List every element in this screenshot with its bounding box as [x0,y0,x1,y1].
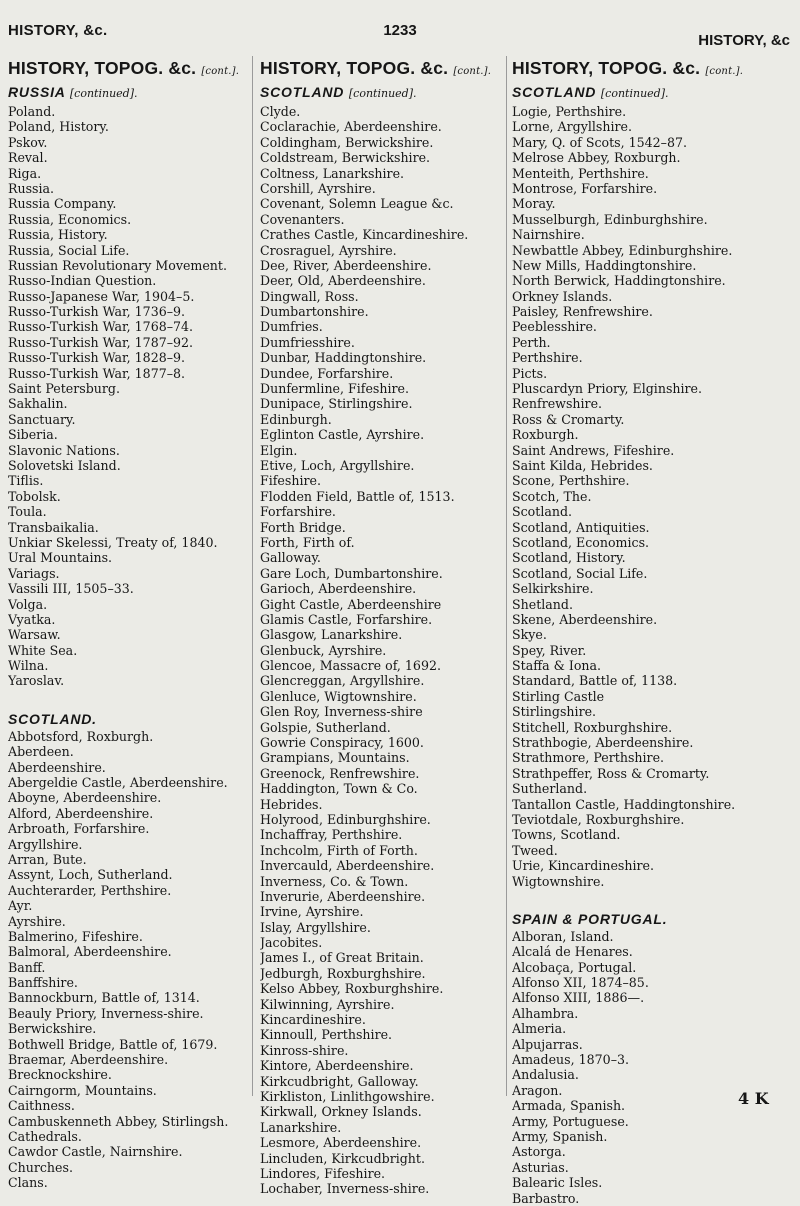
index-entry: Paisley, Renfrewshire. [512,304,653,320]
index-entry: Amadeus, 1870–3. [512,1052,630,1068]
index-entry: Balmerino, Fifeshire. [8,928,143,944]
index-entry: Menteith, Perthshire. [512,165,649,181]
index-entry: Lochaber, Inverness-shire. [260,1181,430,1197]
index-entry: Vassili III, 1505–33. [8,581,134,597]
index-entry: Sakhalin. [8,396,68,412]
index-entry: Aragon. [512,1082,563,1098]
index-entry: Russia Company. [8,196,117,212]
index-entry: Banff. [8,959,46,975]
index-entry: Inverness, Co. & Town. [260,873,409,889]
index-entry: Arran, Bute. [8,851,87,867]
index-entry: Clans. [8,1175,48,1191]
index-entry: Auchterarder, Perthshire. [8,882,172,898]
index-entry: Glenluce, Wigtownshire. [260,688,417,704]
index-entry: Tiflis. [8,473,44,489]
index-entry: Alcobaça, Portugal. [512,959,637,975]
index-entry: Shetland. [512,596,573,612]
index-entry: Assynt, Loch, Sutherland. [8,867,173,883]
index-entry: Toula. [8,504,47,520]
index-entry: Russia, Economics. [8,211,132,227]
index-entry: Ayr. [8,898,33,914]
index-entry: Asturias. [512,1159,569,1175]
index-entry: Gight Castle, Aberdeenshire [260,596,442,612]
column-heading-note: [cont.]. [453,66,492,77]
index-entry: Glamis Castle, Forfarshire. [260,611,433,627]
index-entry: White Sea. [8,642,78,658]
index-entry: Covenanters. [260,211,345,227]
index-entry: Kirkliston, Linlithgowshire. [260,1089,435,1104]
index-entry: Teviotdale, Roxburghshire. [512,811,685,827]
index-entry: Bannockburn, Battle of, 1314. [8,990,200,1006]
index-entry: Kintore, Aberdeenshire. [260,1058,414,1074]
index-entry: Russo-Turkish War, 1768–74. [8,319,194,335]
index-entry: Glen Roy, Inverness-shire [260,704,423,720]
index-entry: Russia, History. [8,227,108,243]
index-entry: Golspie, Sutherland. [260,719,391,735]
index-entry: Dundee, Forfarshire. [260,365,394,381]
index-entry: Saint Petersburg. [8,381,120,397]
index-entry: Solovetski Island. [8,457,121,473]
index-entry: Andalusia. [512,1067,579,1083]
index-entry: Musselburgh, Edinburghshire. [512,211,708,227]
index-entry: Clyde. [260,104,301,119]
index-entry: Holyrood, Edinburghshire. [260,811,431,827]
column-heading-text: HISTORY, TOPOG. &c. [512,58,701,78]
entry-list [512,104,794,889]
index-entry: Inverurie, Aberdeenshire. [260,888,426,904]
index-entry: Dingwall, Ross. [260,288,359,304]
entry-list [260,104,500,1197]
index-entry: Greenock, Renfrewshire. [260,765,420,781]
index-entry: Ross & Cromarty. [512,411,625,427]
index-entry: Skye. [512,627,547,643]
index-entry: Alboran, Island. [512,928,614,944]
index-entry: Jacobites. [260,935,323,951]
index-entry: Russo-Turkish War, 1828–9. [8,350,186,366]
index-entry: Poland, History. [8,119,109,135]
index-entry: Dunfermline, Fifeshire. [260,381,409,397]
index-entry: Beauly Priory, Inverness-shire. [8,1005,204,1021]
index-entry: Kincardineshire. [260,1012,366,1028]
index-entry: Siberia. [8,427,58,443]
index-entry: Dunbar, Haddingtonshire. [260,350,427,366]
entry-list [512,929,794,1206]
index-entry: Vyatka. [8,611,56,627]
index-entry: James I., of Great Britain. [260,950,424,966]
index-entry: Spey, River. [512,642,587,658]
signature-mark: 4 K [738,1089,769,1108]
index-entry: Elgin. [260,442,298,458]
index-entry: Perthshire. [512,350,583,366]
section-title [8,82,244,104]
index-entry: Forfarshire. [260,504,336,520]
index-entry: Stitchell, Roxburghshire. [512,719,673,735]
index-entry: Alpujarras. [512,1036,583,1052]
column-heading [8,58,244,82]
index-entry: Cathedrals. [8,1129,82,1144]
index-entry: Kinross-shire. [260,1042,349,1058]
index-entry: Russo-Turkish War, 1877–8. [8,365,186,381]
index-entry: Dunipace, Stirlingshire. [260,396,413,412]
index-entry: Coclarachie, Aberdeenshire. [260,119,442,135]
index-entry: Strathmore, Perthshire. [512,750,665,766]
section-title-note: [continued]. [69,87,138,100]
index-entry: Kinnoull, Perthshire. [260,1027,393,1043]
index-entry: Fifeshire. [260,473,321,489]
column-heading-note: [cont.]. [201,66,240,77]
index-entry: Russia, Social Life. [8,242,130,258]
index-entry: Kelso Abbey, Roxburghshire. [260,981,444,997]
index-entry: Alford, Aberdeenshire. [8,805,154,821]
index-entry: Lanarkshire. [260,1119,342,1135]
index-entry: Aboyne, Aberdeenshire. [8,790,162,806]
index-entry: Glencoe, Massacre of, 1692. [260,658,441,674]
index-entry: Picts. [512,365,548,381]
index-entry: Bothwell Bridge, Battle of, 1679. [8,1036,218,1052]
index-entry: Wigtownshire. [512,873,605,889]
index-entry: Towns, Scotland. [512,827,621,843]
index-entry: Selkirkshire. [512,581,594,597]
index-entry: Transbaikalia. [8,519,99,535]
index-entry: Inchaffray, Perthshire. [260,827,403,843]
section-title-note: [continued]. [600,87,669,100]
index-entry: Alfonso XIII, 1886—. [512,990,645,1006]
index-entry: Skene, Aberdeenshire. [512,611,658,627]
index-entry: Coltness, Lanarkshire. [260,165,405,181]
index-entry: Astorga. [512,1144,566,1160]
index-entry: Mary, Q. of Scots, 1542–87. [512,134,687,150]
index-entry: Eglinton Castle, Ayrshire. [260,427,425,443]
index-entry: Abergeldie Castle, Aberdeenshire. [8,775,228,791]
index-entry: Haddington, Town & Co. [260,781,418,797]
index-entry: Renfrewshire. [512,396,603,412]
index-entry: Garioch, Aberdeenshire. [260,581,417,597]
index-entry: Strathpeffer, Ross & Cromarty. [512,765,710,781]
section-title [260,82,500,104]
index-entry: Lesmore, Aberdeenshire. [260,1135,422,1151]
index-entry: Hebrides. [260,796,323,812]
index-entry: Pskov. [8,134,48,150]
column-heading-text: HISTORY, TOPOG. &c. [8,58,197,78]
section-title-text: SCOTLAND [512,84,597,100]
index-entry: Argyllshire. [8,836,83,852]
section-title-text: SPAIN & PORTUGAL. [512,910,668,927]
index-entry: Variags. [8,565,60,581]
index-entry: New Mills, Haddingtonshire. [512,257,697,273]
index-entry: Moray. [512,196,556,212]
index-entry: Berwickshire. [8,1021,97,1037]
index-entry: Coldstream, Berwickshire. [260,150,431,166]
index-entry: Covenant, Solemn League &c. [260,196,454,212]
index-entry: Tantallon Castle, Haddingtonshire. [512,796,736,812]
index-entry: Scotland, Economics. [512,534,650,550]
index-entry: Sanctuary. [8,411,76,427]
index-entry: Invercauld, Aberdeenshire. [260,858,435,874]
column-rule [252,56,253,1096]
index-entry: Balearic Isles. [512,1175,603,1191]
column-2 [260,58,500,1197]
index-entry: Jedburgh, Roxburghshire. [260,965,426,981]
index-entry: North Berwick, Haddingtonshire. [512,273,726,289]
index-entry: Alcalá de Henares. [512,944,633,960]
index-entry: Flodden Field, Battle of, 1513. [260,488,455,504]
index-entry: Gowrie Conspiracy, 1600. [260,735,424,751]
index-entry: Tweed. [512,842,558,858]
index-entry: Sutherland. [512,781,588,797]
index-entry: Urie, Kincardineshire. [512,858,654,874]
index-entry: Poland. [8,104,56,119]
index-entry: Scotland, Antiquities. [512,519,650,535]
index-entry: Kirkwall, Orkney Islands. [260,1104,422,1120]
index-entry: Stirling Castle [512,688,605,704]
index-entry: Standard, Battle of, 1138. [512,673,678,689]
index-entry: Russo-Turkish War, 1736–9. [8,304,186,320]
index-entry: Alhambra. [512,1005,579,1021]
index-entry: Irvine, Ayrshire. [260,904,364,920]
column-3 [512,58,794,1206]
index-entry: Armada, Spanish. [512,1098,626,1114]
index-entry: Russia. [8,180,55,196]
index-entry: Etive, Loch, Argyllshire. [260,457,415,473]
index-entry: Scotch, The. [512,488,592,504]
index-entry: Alfonso XII, 1874–85. [512,975,649,991]
index-entry: Ayrshire. [8,913,66,929]
index-entry: Pluscardyn Priory, Elginshire. [512,381,703,397]
index-entry: Dumbartonshire. [260,304,369,320]
index-entry: Cairngorm, Mountains. [8,1082,157,1098]
column-heading-text: HISTORY, TOPOG. &c. [260,58,449,78]
index-entry: Forth Bridge. [260,519,346,535]
index-entry: Abbotsford, Roxburgh. [8,728,154,744]
index-entry: Deer, Old, Aberdeenshire. [260,273,426,289]
column-heading-note: [cont.]. [705,66,744,77]
index-entry: Yaroslav. [8,673,65,689]
index-entry: Melrose Abbey, Roxburgh. [512,150,681,166]
index-entry: Saint Andrews, Fifeshire. [512,442,675,458]
index-entry: Almeria. [512,1021,567,1037]
index-entry: Crosraguel, Ayrshire. [260,242,397,258]
section-title [8,709,244,729]
index-entry: Kirkcudbright, Galloway. [260,1073,419,1089]
running-head-left: HISTORY, &c. [8,22,108,39]
column-heading [512,58,794,82]
index-entry: Gare Loch, Dumbartonshire. [260,565,443,581]
index-entry: Nairnshire. [512,227,585,243]
index-entry: Ural Mountains. [8,550,113,566]
index-entry: Cawdor Castle, Nairnshire. [8,1144,183,1160]
index-entry: Glasgow, Lanarkshire. [260,627,403,643]
index-entry: Glenbuck, Ayrshire. [260,642,387,658]
index-entry: Roxburgh. [512,427,579,443]
index-entry: Banffshire. [8,975,78,991]
index-entry: Caithness. [8,1098,75,1114]
index-entry: Galloway. [260,550,321,566]
index-entry: Russian Revolutionary Movement. [8,257,227,273]
index-entry: Forth, Firth of. [260,534,355,550]
index-entry: Montrose, Forfarshire. [512,180,658,196]
index-entry: Islay, Argyllshire. [260,919,371,935]
index-entry: Lincluden, Kirkcudbright. [260,1150,425,1166]
index-entry: Scotland. [512,504,573,520]
index-entry: Dumfriesshire. [260,334,355,350]
index-entry: Grampians, Mountains. [260,750,410,766]
column-rule [506,56,507,1096]
index-entry: Aberdeenshire. [8,759,106,775]
column-heading [260,58,500,82]
page-number: 1233 [383,22,417,39]
index-entry: Tobolsk. [8,488,61,504]
section-title-text: SCOTLAND. [8,710,97,727]
index-entry: Volga. [8,596,48,612]
index-entry: Saint Kilda, Hebrides. [512,457,653,473]
index-entry: Peeblesshire. [512,319,597,335]
index-entry: Perth. [512,334,551,350]
section-title-note: [continued]. [348,87,417,100]
section-title [512,909,794,929]
index-entry: Scotland, Social Life. [512,565,648,581]
index-entry: Scotland, History. [512,550,626,566]
index-entry: Riga. [8,165,42,181]
index-entry: Inchcolm, Firth of Forth. [260,842,418,858]
index-entry: Staffa & Iona. [512,658,602,674]
index-entry: Lindores, Fifeshire. [260,1165,386,1181]
section-title [512,82,794,104]
index-entry: Balmoral, Aberdeenshire. [8,944,172,960]
index-entry: Corshill, Ayrshire. [260,180,376,196]
index-entry: Braemar, Aberdeenshire. [8,1052,169,1068]
index-entry: Stirlingshire. [512,704,597,720]
index-entry: Reval. [8,150,48,166]
entry-list [8,104,244,689]
running-head [0,22,800,49]
index-entry: Churches. [8,1159,73,1175]
index-entry: Scone, Perthshire. [512,473,630,489]
index-entry: Russo-Indian Question. [8,273,157,289]
index-entry: Lorne, Argyllshire. [512,119,632,135]
running-head-right: HISTORY, &c [698,32,790,49]
index-entry: Edinburgh. [260,411,332,427]
section-title-text: SCOTLAND [260,84,345,100]
index-entry: Russo-Japanese War, 1904–5. [8,288,195,304]
index-entry: Newbattle Abbey, Edinburghshire. [512,242,733,258]
column-1 [8,58,244,1191]
index-entry: Unkiar Skelessi, Treaty of, 1840. [8,534,218,550]
index-entry: Wilna. [8,658,49,674]
index-entry: Brecknockshire. [8,1067,112,1083]
index-entry: Coldingham, Berwickshire. [260,134,434,150]
index-entry: Orkney Islands. [512,288,613,304]
index-entry: Logie, Perthshire. [512,104,627,119]
index-entry: Dumfries. [260,319,323,335]
index-entry: Dee, River, Aberdeenshire. [260,257,432,273]
index-entry: Aberdeen. [8,744,74,760]
index-entry: Glencreggan, Argyllshire. [260,673,425,689]
index-entry: Barbastro. [512,1190,580,1206]
index-entry: Slavonic Nations. [8,442,120,458]
index-entry: Russo-Turkish War, 1787–92. [8,334,194,350]
entry-list [8,729,244,1191]
index-entry: Warsaw. [8,627,61,643]
index-entry: Arbroath, Forfarshire. [8,821,150,837]
section-title-text: RUSSIA [8,84,66,100]
index-entry: Army, Portuguese. [512,1113,629,1129]
index-entry: Strathbogie, Aberdeenshire. [512,735,694,751]
index-entry: Kilwinning, Ayrshire. [260,996,395,1012]
index-entry: Army, Spanish. [512,1129,608,1144]
index-entry: Crathes Castle, Kincardineshire. [260,227,469,243]
index-entry: Cambuskenneth Abbey, Stirlingsh. [8,1113,229,1129]
